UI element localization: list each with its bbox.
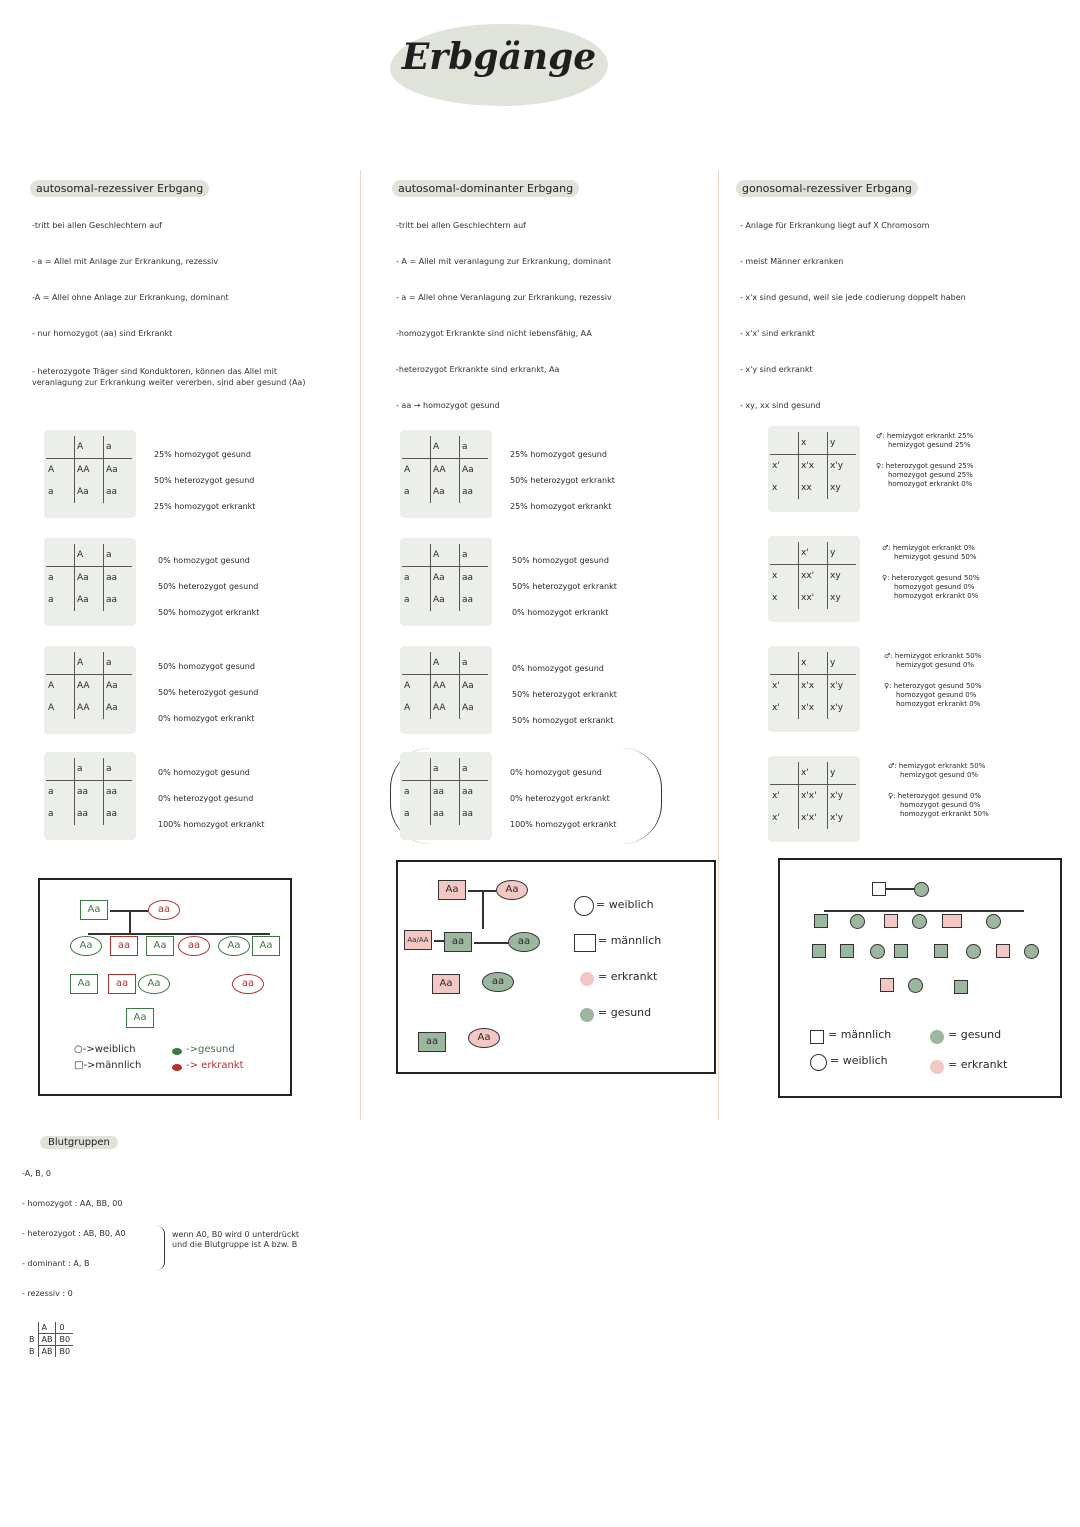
pedigree-individual: Aa	[496, 880, 528, 900]
col3-punnett-1: x y x' x'x x'y x xx xy	[770, 432, 856, 499]
pedigree-line	[824, 910, 1024, 912]
pedigree-line	[482, 891, 484, 929]
pedigree-individual: aa	[444, 932, 472, 952]
col2-punnett-3: A a A AA Aa A AA Aa	[402, 652, 488, 719]
brace-icon	[156, 1226, 165, 1270]
pedigree-individual	[966, 944, 981, 959]
col1-ratios-4: 0% homozygot gesund 0% heterozygot gesund 100% homozygot erkrankt	[158, 768, 265, 829]
legend-sick: = erkrankt	[598, 970, 658, 983]
blood-note-5: - rezessiv : 0	[22, 1289, 73, 1298]
blood-punnett: A 0 B AB B0 B AB B0	[26, 1322, 73, 1357]
healthy-color-dot	[580, 1008, 594, 1022]
pedigree-individual: Aa	[146, 936, 174, 956]
blood-note-2: - homozygot : AA, BB, 00	[22, 1199, 123, 1208]
col1-ratios-3: 50% homozygot gesund 50% heterozygot gesund 0% homozygot erkrankt	[158, 662, 259, 723]
col1-punnett-2: A a a Aa aa a Aa aa	[46, 544, 132, 611]
legend-female: ○->weiblich	[74, 1044, 136, 1055]
female-symbol-icon	[574, 896, 594, 916]
pedigree-individual	[908, 978, 923, 993]
column-divider-2	[718, 170, 719, 1120]
sick-color-dot	[930, 1060, 944, 1074]
col1-punnett-4: a a a aa aa a aa aa	[46, 758, 132, 825]
pedigree-individual: Aa	[432, 974, 460, 994]
pedigree-individual	[1024, 944, 1039, 959]
pedigree-individual: Aa	[80, 900, 108, 920]
leaf-red-icon	[172, 1064, 182, 1071]
col2-punnett-2: A a a Aa aa a Aa aa	[402, 544, 488, 611]
legend-sick: = erkrankt	[948, 1058, 1008, 1071]
pedigree-individual	[814, 914, 828, 928]
col2-ratios-2: 50% homozygot gesund 50% heterozygot erkrankt 0% homozygot erkrankt	[512, 556, 617, 617]
leaf-green-icon	[172, 1048, 182, 1055]
pedigree-line	[886, 888, 914, 890]
pedigree-individual: Aa	[218, 936, 250, 956]
legend-female: = weiblich	[830, 1054, 888, 1067]
col3-ratios-3: ♂: hemizygot erkrankt 50% hemizygot gesund 0% ♀: heterozygot gesund 50% homozygot gesund 0% homozygot erkrankt 0%	[884, 652, 982, 708]
pedigree-line	[474, 942, 510, 944]
pedigree-line	[88, 933, 270, 935]
col1-punnett-3: A a A AA Aa A AA Aa	[46, 652, 132, 719]
pedigree-individual	[954, 980, 968, 994]
pedigree-individual: Aa	[138, 974, 170, 994]
male-symbol-icon	[810, 1030, 824, 1044]
col1-pedigree-box	[38, 878, 292, 1096]
pedigree-individual: Aa	[438, 880, 466, 900]
legend-male: = männlich	[598, 934, 662, 947]
legend-male: □->männlich	[74, 1060, 142, 1071]
col2-note-2: - A = Allel mit veranlagung zur Erkrankung, dominant	[396, 257, 612, 266]
col3-note-3: - x'x sind gesund, weil sie jede codierung doppelt haben	[740, 293, 966, 302]
page-title: Erbgänge	[401, 36, 597, 78]
pedigree-line	[129, 911, 131, 933]
legend-healthy: = gesund	[948, 1028, 1002, 1041]
legend-healthy: = gesund	[598, 1006, 652, 1019]
col2-heading: autosomal-dominanter Erbgang	[392, 180, 579, 197]
pedigree-individual	[840, 944, 854, 958]
col3-note-6: - xy, xx sind gesund	[740, 401, 821, 410]
pedigree-individual: Aa/AA	[404, 930, 432, 950]
pedigree-line	[434, 940, 444, 942]
pedigree-individual: aa	[148, 900, 180, 920]
col3-punnett-3: x y x' x'x x'y x' x'x x'y	[770, 652, 856, 719]
blood-note-3: - heterozygot : AB, B0, A0	[22, 1229, 126, 1238]
col1-note-1: -tritt bei allen Geschlechtern auf	[32, 221, 162, 230]
legend-male: = männlich	[828, 1028, 892, 1041]
healthy-color-dot	[930, 1030, 944, 1044]
col3-heading: gonosomal-rezessiver Erbgang	[736, 180, 918, 197]
col3-ratios-4: ♂: hemizygot erkrankt 50% hemizygot gesund 0% ♀: heterozygot gesund 0% homozygot gesund 0% homozygot erkrankt 50%	[888, 762, 989, 818]
pedigree-individual	[870, 944, 885, 959]
pedigree-individual	[914, 882, 929, 897]
column-divider-1	[360, 170, 361, 1120]
col3-note-1: - Anlage für Erkrankung liegt auf X Chromosom	[740, 221, 930, 230]
col1-note-4: - nur homozygot (aa) sind Erkrankt	[32, 329, 173, 338]
col3-note-5: - x'y sind erkrankt	[740, 365, 813, 374]
col3-note-2: - meist Männer erkranken	[740, 257, 844, 266]
col2-note-5: -heterozygot Erkrankte sind erkrankt, Aa	[396, 365, 560, 374]
col2-note-6: - aa → homozygot gesund	[396, 401, 500, 410]
pedigree-individual	[986, 914, 1001, 929]
col3-note-4: - x'x' sind erkrankt	[740, 329, 815, 338]
pedigree-individual	[880, 978, 894, 992]
pedigree-individual: aa	[508, 932, 540, 952]
sick-color-dot	[580, 972, 594, 986]
col2-punnett-1: A a A AA Aa a Aa aa	[402, 436, 488, 503]
pedigree-individual	[850, 914, 865, 929]
blood-brace-note: wenn A0, B0 wird 0 unterdrückt und die Blutgruppe ist A bzw. B	[172, 1230, 300, 1249]
col1-ratios-1: 25% homozygot gesund 50% heterozygot gesund 25% homozygot erkrankt	[154, 450, 256, 511]
col2-note-1: -tritt bei allen Geschlechtern auf	[396, 221, 526, 230]
pedigree-individual	[894, 944, 908, 958]
pedigree-individual: Aa	[126, 1008, 154, 1028]
col3-punnett-4: x' y x' x'x' x'y x' x'x' x'y	[770, 762, 856, 829]
pedigree-individual: Aa	[468, 1028, 500, 1048]
legend-healthy: ->gesund	[186, 1044, 235, 1055]
col1-note-2: - a = Allel mit Anlage zur Erkrankung, rezessiv	[32, 257, 219, 266]
col3-pedigree-box	[778, 858, 1062, 1098]
pedigree-individual: aa	[418, 1032, 446, 1052]
blood-heading: Blutgruppen	[40, 1136, 118, 1149]
col2-ratios-4: 0% homozygot gesund 0% heterozygot erkrankt 100% homozygot erkrankt	[510, 768, 617, 829]
pedigree-individual: Aa	[70, 974, 98, 994]
pedigree-individual	[884, 914, 898, 928]
col2-note-4: -homozygot Erkrankte sind nicht lebensfähig, AA	[396, 329, 592, 338]
col1-punnett-1: A a A AA Aa a Aa aa	[46, 436, 132, 503]
pedigree-individual: Aa	[70, 936, 102, 956]
col1-note-3: -A = Allel ohne Anlage zur Erkrankung, dominant	[32, 293, 229, 302]
pedigree-individual	[872, 882, 886, 896]
pedigree-individual: aa	[178, 936, 210, 956]
col1-note-5: - heterozygote Träger sind Konduktoren, können das Allel mit veranlagung zur Erkrankung weiter vererben, sind aber gesund (Aa)	[32, 367, 306, 387]
pedigree-individual: Aa	[252, 936, 280, 956]
pedigree-individual	[812, 944, 826, 958]
col2-pedigree-box	[396, 860, 716, 1074]
legend-sick: -> erkrankt	[186, 1060, 244, 1071]
col1-ratios-2: 0% homozygot gesund 50% heterozygot gesund 50% homozygot erkrankt	[158, 556, 260, 617]
col3-punnett-2: x' y x xx' xy x xx' xy	[770, 542, 856, 609]
pedigree-individual	[996, 944, 1010, 958]
col1-heading: autosomal-rezessiver Erbgang	[30, 180, 209, 197]
col3-ratios-2: ♂: hemizygot erkrankt 0% hemizygot gesund 50% ♀: heterozygot gesund 50% homozygot gesund 0% homozygot erkrankt 0%	[882, 544, 980, 600]
col2-ratios-3: 0% homozygot gesund 50% heterozygot erkrankt 50% homozygot erkrankt	[512, 664, 617, 725]
blood-note-1: -A, B, 0	[22, 1169, 51, 1178]
pedigree-individual: aa	[482, 972, 514, 992]
male-symbol-icon	[574, 934, 596, 952]
pedigree-individual: aa	[108, 974, 136, 994]
col2-ratios-1: 25% homozygot gesund 50% heterozygot erkrankt 25% homozygot erkrankt	[510, 450, 615, 511]
pedigree-individual: aa	[232, 974, 264, 994]
legend-female: = weiblich	[596, 898, 654, 911]
col2-note-3: - a = Allel ohne Veranlagung zur Erkrankung, rezessiv	[396, 293, 612, 302]
pedigree-individual	[942, 914, 962, 928]
pedigree-individual	[934, 944, 948, 958]
col2-punnett-4: a a a aa aa a aa aa	[402, 758, 488, 825]
female-symbol-icon	[810, 1054, 827, 1071]
col3-ratios-1: ♂: hemizygot erkrankt 25% hemizygot gesund 25% ♀: heterozygot gesund 25% homozygot gesund 25% homozygot erkrankt 0%	[876, 432, 974, 488]
pedigree-individual	[912, 914, 927, 929]
blood-note-4: - dominant : A, B	[22, 1259, 90, 1268]
pedigree-individual: aa	[110, 936, 138, 956]
